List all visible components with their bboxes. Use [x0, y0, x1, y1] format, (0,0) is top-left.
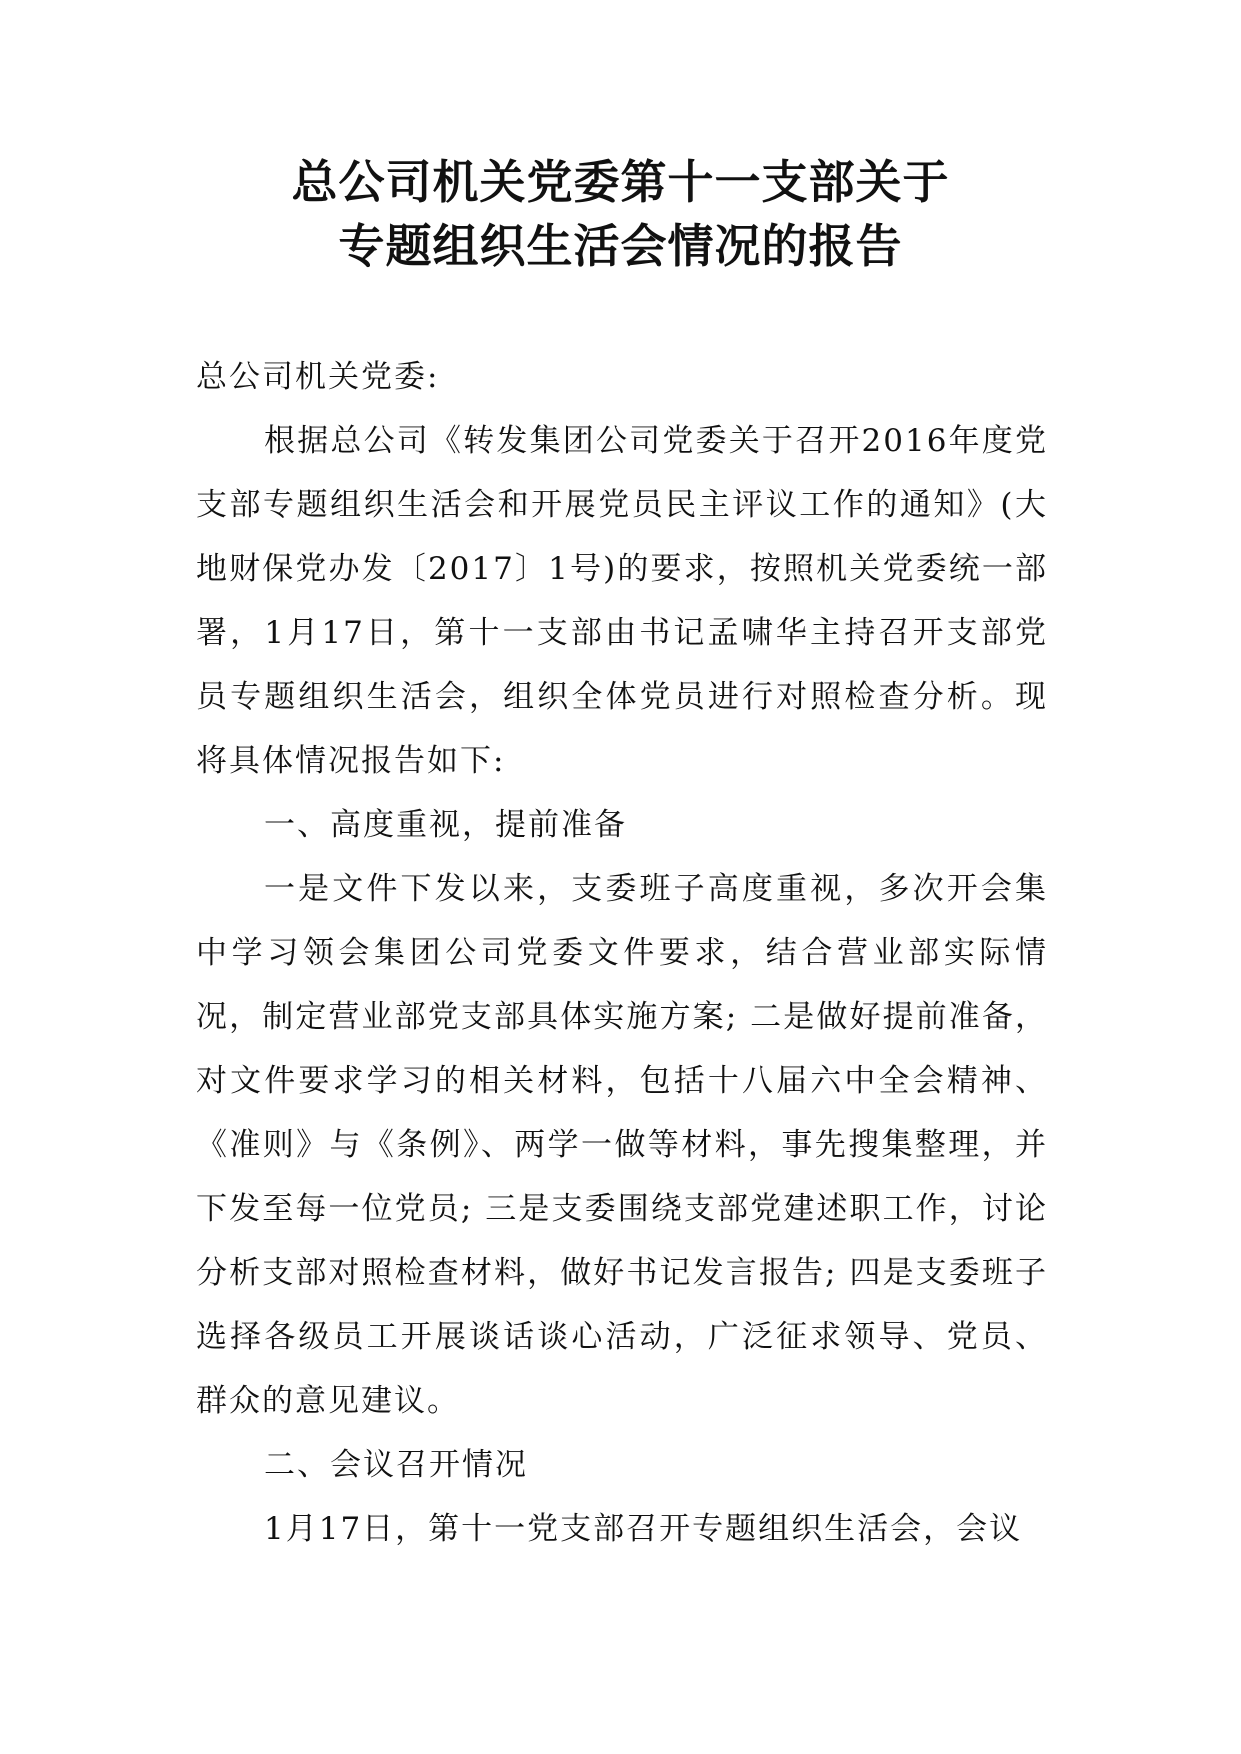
salutation: 总公司机关党委:: [196, 359, 440, 395]
document-title-line-2: 专题组织生活会情况的报告: [338, 219, 903, 273]
document-body: [196, 345, 1048, 1561]
paragraph-preparation: 一是文件下发以来，支委班子高度重视，多次开会集中学习领会集团公司党委文件要求，结合营业部实际情况，制定营业部党支部具体实施方案; 二是做好提前准备，对文件要求学习的相关材料，包括十八届六中全会精神、《准则》与《条例》、两学一做等材料，事先搜集整理，并下发至每一位党员; 三是支委围绕支部党建述职工作，讨论分析支部对照检查材料，做好书记发言报告; 四是支委班子选择各级员工开展谈话谈心活动，广泛征求领导、党员、群众的意见建议。: [196, 871, 1048, 1419]
section-heading-2: 二、会议召开情况: [264, 1447, 528, 1483]
paragraph-intro: 根据总公司《转发集团公司党委关于召开2016年度党支部专题组织生活会和开展党员民主评议工作的通知》(大地财保党办发〔2017〕1号)的要求，按照机关党委统一部署，1月17日，第十一支部由书记孟啸华主持召开支部党员专题组织生活会，组织全体党员进行对照检查分析。现将具体情况报告如下:: [196, 423, 1048, 779]
document-title-line-1: 总公司机关党委第十一支部关于: [291, 155, 950, 209]
paragraph-meeting: 1月17日，第十一党支部召开专题组织生活会，会议: [264, 1511, 1023, 1547]
section-heading-1: 一、高度重视，提前准备: [264, 807, 627, 843]
